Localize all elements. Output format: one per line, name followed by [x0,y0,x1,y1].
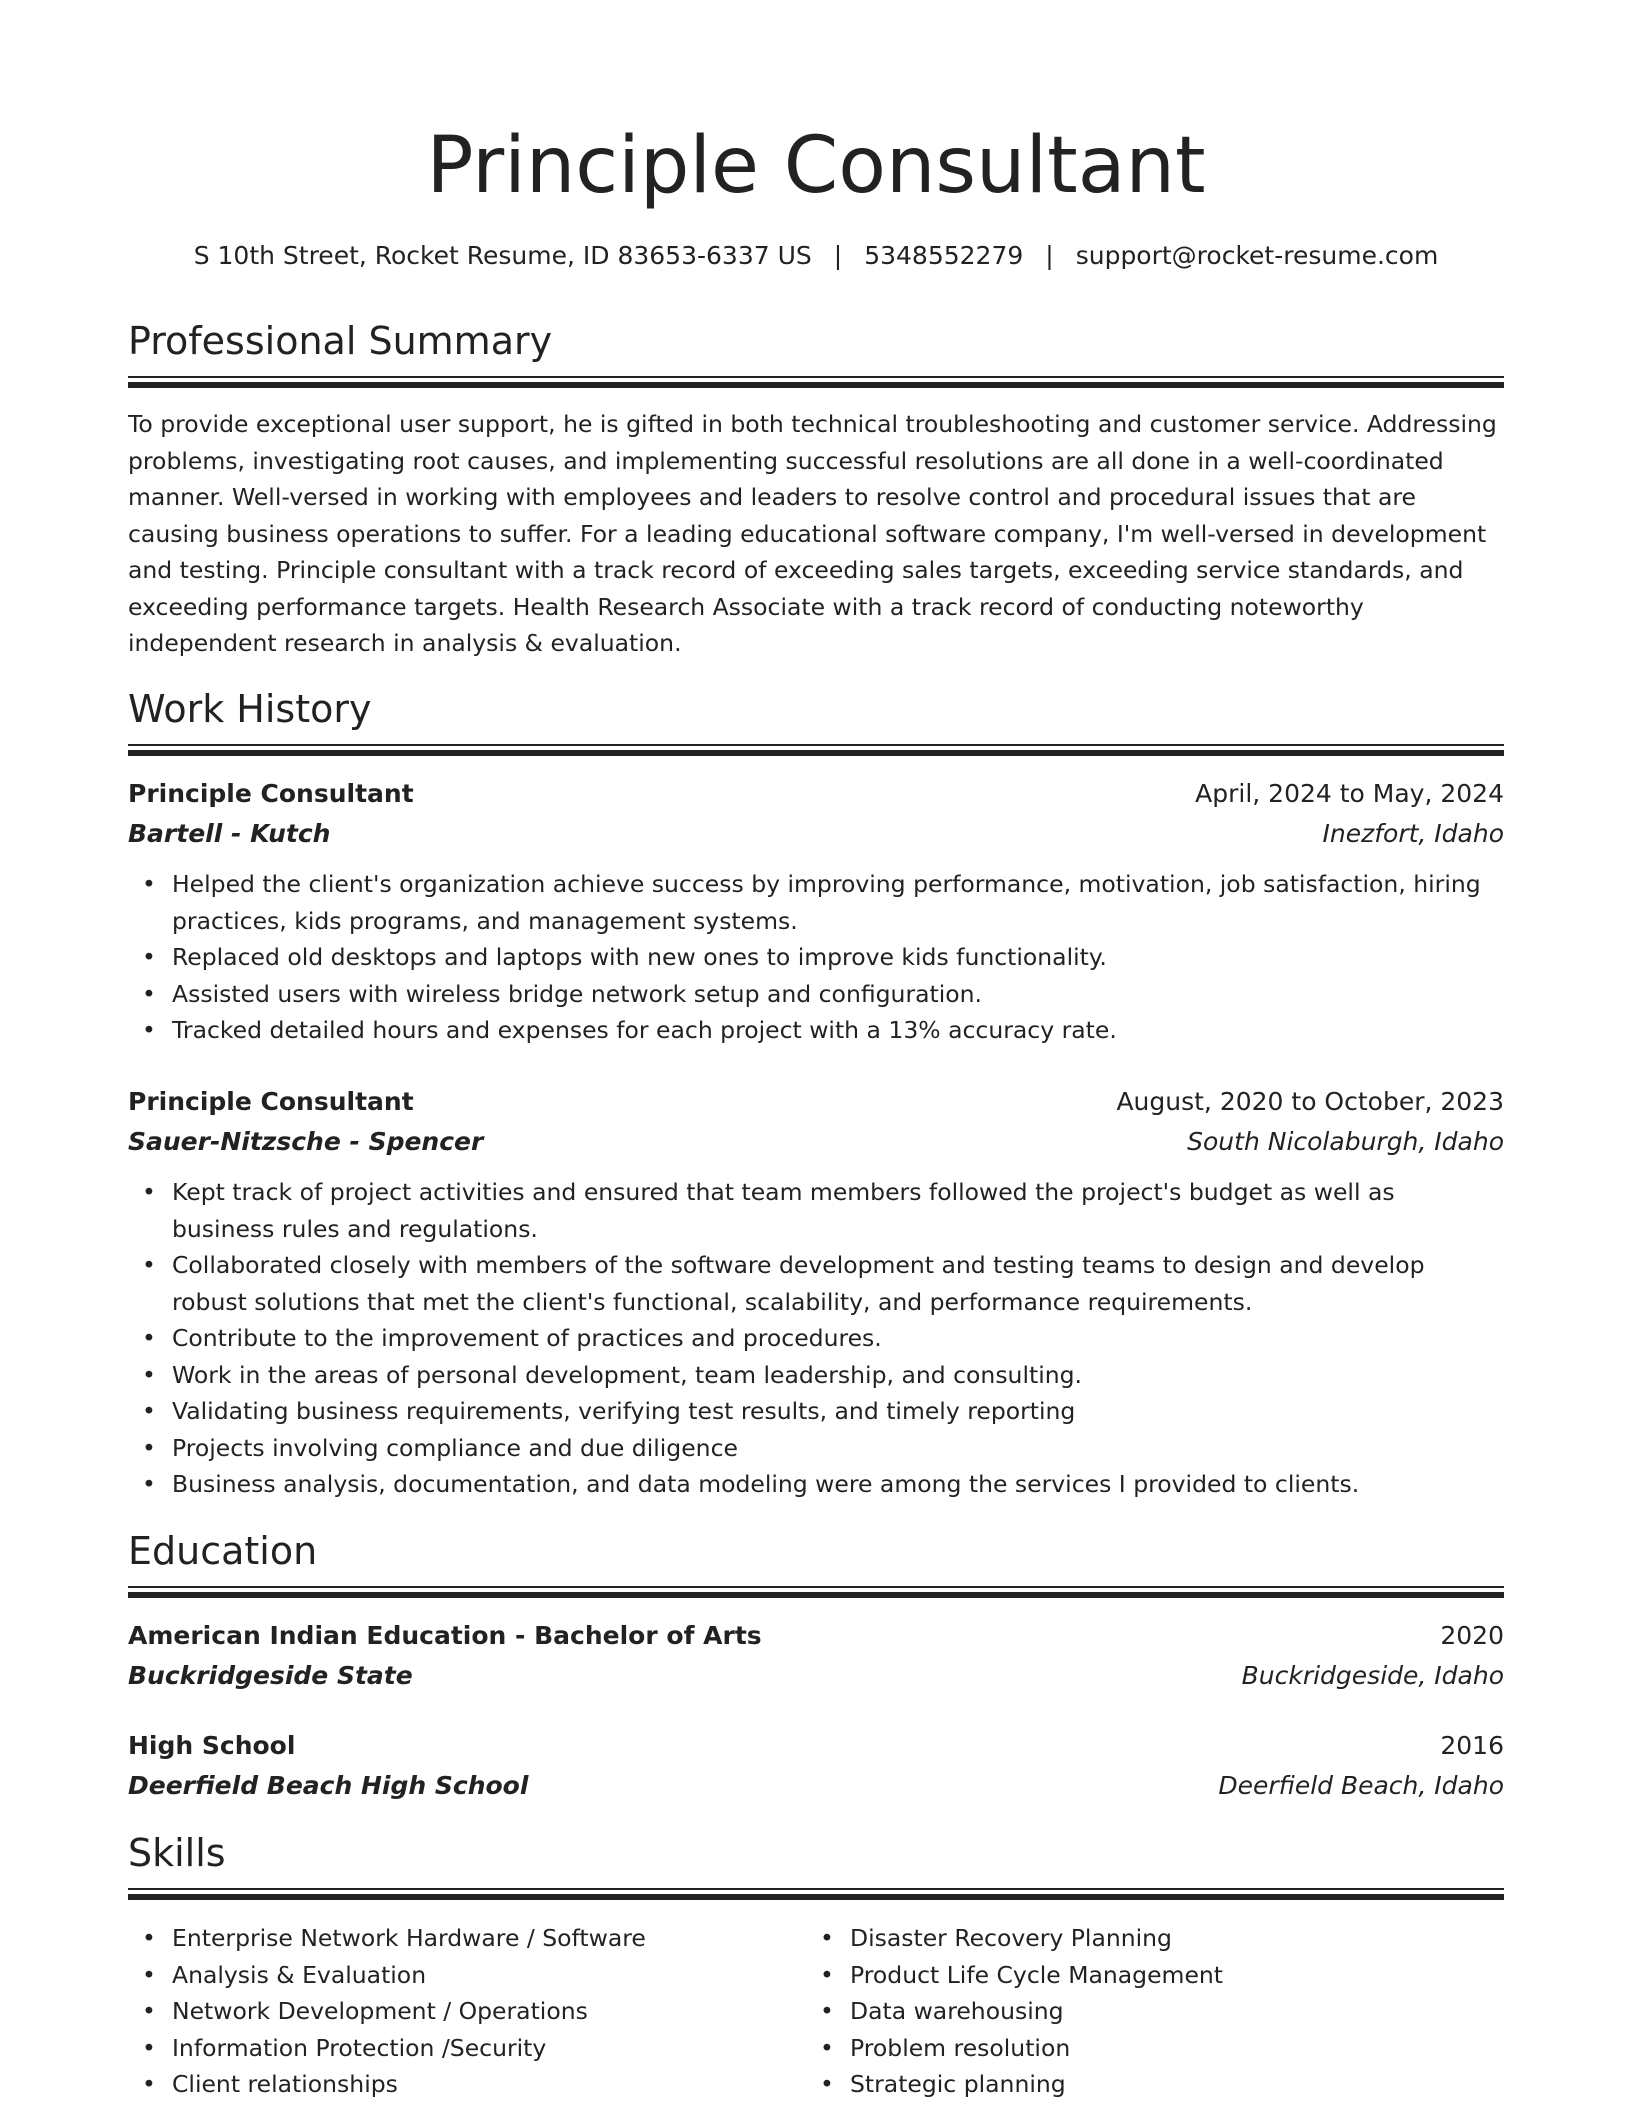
section-rule [128,382,1504,388]
job-entry [128,1082,1504,1503]
job-dates: April, 2024 to May, 2024 [1195,779,1504,808]
job-bullet: • Tracked detailed hours and expenses for each project with a 13% accuracy rate. [128,1012,1504,1049]
candidate-name: Principle Consultant [426,121,1206,211]
education-header-row [128,1726,1504,1766]
education-year: 2016 [1440,1731,1504,1760]
skill-item: • Information Protection /Security [128,2030,768,2067]
education-school-row [128,1656,1504,1696]
contact-address: S 10th Street, Rocket Resume, ID 83653-6337 US [193,241,812,270]
section-rule [128,1592,1504,1598]
job-bullet: • Business analysis, documentation, and data modeling were among the services I provided to clients. [128,1466,1504,1503]
job-header-row [128,774,1504,814]
job-role: Principle Consultant [128,1087,414,1116]
skill-item: • Problem resolution [806,2030,1446,2067]
skill-item: • Client relationships [128,2066,768,2103]
education-degree: High School [128,1731,296,1760]
summary-text: To provide exceptional user support, he is gifted in both technical troubleshooting and customer service. Addressing problems, investigating root causes, and implementing successful resolutions are all done in a well-coordinated manner. Well-versed in working with employees and leaders to resolve control and procedural issues that are causing business operations to suffer. For a leading educational software company, I'm well-versed in development and testing. Principle consultant with a track record of exceeding sales targets, exceeding service standards, and exceeding performance targets. Health Research Associate with a track record of conducting noteworthy independent research in analysis & evaluation. [128,410,1497,657]
education-header-row [128,1616,1504,1656]
job-header-row [128,1082,1504,1122]
job-bullet: • Projects involving compliance and due diligence [128,1430,1504,1467]
skill-item: • Enterprise Network Hardware / Software [128,1920,768,1957]
section-rule [128,1888,1504,1890]
job-company-row [128,1122,1504,1162]
contact-line [128,236,1504,276]
section-rule [128,744,1504,746]
section-rule [128,1894,1504,1900]
education-year: 2020 [1440,1621,1504,1650]
summary-section-header [128,316,1504,388]
skill-item: • Strategic planning [806,2066,1446,2103]
job-bullets [128,866,1504,1049]
skill-item: • Data warehousing [806,1993,1446,2030]
skills-list [806,1920,1446,2103]
job-bullet: • Replaced old desktops and laptops with new ones to improve kids functionality. [128,939,1504,976]
job-dates: August, 2020 to October, 2023 [1116,1087,1504,1116]
education-section-header [128,1526,1504,1598]
education-location: Deerfield Beach, Idaho [1218,1771,1504,1800]
skills-list [128,1920,768,2103]
education-degree: American Indian Education - Bachelor of Arts [128,1621,762,1650]
job-bullet: • Kept track of project activities and ensured that team members followed the project's budget as well as business rules and regulations. [128,1174,1504,1247]
section-title-work: Work History [128,687,372,731]
job-bullet: • Helped the client's organization achieve success by improving performance, motivation, job satisfaction, hiring practices, kids programs, and management systems. [128,866,1504,939]
education-location: Buckridgeside, Idaho [1241,1661,1504,1690]
section-title-education: Education [128,1529,318,1573]
education-school: Buckridgeside State [128,1661,413,1690]
job-company: Sauer-Nitzsche - Spencer [128,1127,484,1156]
education-entry [128,1616,1504,1696]
skill-item: • Analysis & Evaluation [128,1957,768,1994]
job-company: Bartell - Kutch [128,819,331,848]
section-rule [128,1586,1504,1588]
job-bullets [128,1174,1504,1503]
job-bullet: • Assisted users with wireless bridge network setup and configuration. [128,976,1504,1013]
contact-email: support@rocket-resume.com [1075,241,1439,270]
job-location: Inezfort, Idaho [1322,819,1504,848]
section-rule [128,750,1504,756]
job-location: South Nicolaburgh, Idaho [1187,1127,1504,1156]
job-bullet: • Contribute to the improvement of practices and procedures. [128,1320,1504,1357]
education-school-row [128,1766,1504,1806]
job-bullet: • Work in the areas of personal development, team leadership, and consulting. [128,1357,1504,1394]
contact-phone: 5348552279 [864,241,1024,270]
education-entry [128,1726,1504,1806]
job-entry [128,774,1504,1049]
job-bullet: • Validating business requirements, verifying test results, and timely reporting [128,1393,1504,1430]
section-rule [128,376,1504,378]
skills-column-right [806,1920,1446,2103]
contact-separator: | [1045,241,1054,270]
job-role: Principle Consultant [128,779,414,808]
skill-item: • Network Development / Operations [128,1993,768,2030]
job-company-row [128,814,1504,854]
section-title-skills: Skills [128,1831,226,1875]
skills-section-header [128,1828,1504,1900]
job-bullet: • Collaborated closely with members of the software development and testing teams to design and develop robust solutions that met the client's functional, scalability, and performance requirements. [128,1247,1504,1320]
section-title-summary: Professional Summary [128,319,553,363]
skill-item: • Disaster Recovery Planning [806,1920,1446,1957]
education-school: Deerfield Beach High School [128,1771,529,1800]
work-section-header [128,684,1504,756]
contact-separator: | [833,241,843,270]
skills-column-left [128,1920,768,2103]
skill-item: • Product Life Cycle Management [806,1957,1446,1994]
